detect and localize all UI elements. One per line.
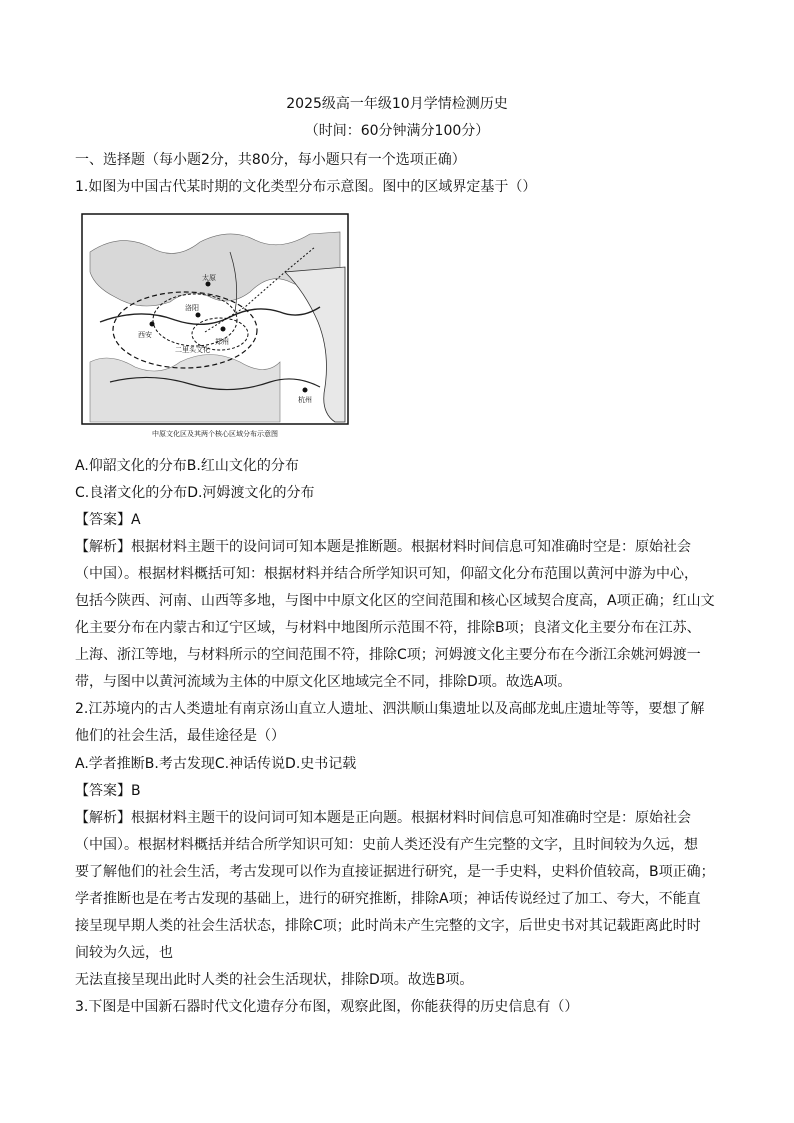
q1-analysis-line: （中国）。根据材料概括可知：根据材料并结合所学知识可知，仰韶文化分布范围以黄河中游为中心，: [75, 566, 698, 582]
q2-analysis-line: 【解析】根据材料主题干的设问词可知本题是正向题。根据材料时间信息可知准确时空是：原始社会: [75, 810, 691, 826]
q2-analysis-line: 间较为久远，也: [75, 945, 173, 961]
q2-stem-2: 他们的社会生活，最佳途径是（）: [75, 728, 285, 744]
map-label-hangzhou: 杭州: [298, 396, 312, 404]
q2-analysis-line: 接呈现早期人类的社会生活状态，排除C项；此时尚未产生完整的文字，后世史书对其记载距离此时时: [75, 918, 701, 934]
q1-stem: 1.如图为中国古代某时期的文化类型分布示意图。图中的区域界定基于（）: [75, 179, 537, 195]
q1-analysis-line: 【解析】根据材料主题干的设问词可知本题是推断题。根据材料时间信息可知准确时空是：原始社会: [75, 539, 691, 555]
map-label-erlitou: 二里头文化: [175, 346, 210, 354]
q2-analysis-line: （中国）。根据材料概括并结合所学知识可知：史前人类还没有产生完整的文字，且时间较为久远，想: [75, 837, 698, 853]
section-heading: 一、选择题（每小题2分，共80分，每小题只有一个选项正确）: [75, 152, 466, 168]
q3-stem: 3.下图是中国新石器时代文化遗存分布图，观察此图，你能获得的历史信息有（）: [75, 999, 579, 1015]
map-label-luoyang: 洛阳: [185, 304, 199, 312]
page-title: 2025级高一年级10月学情检测历史: [286, 96, 508, 112]
q1-options-2: C.良渚文化的分布D.河姆渡文化的分布: [75, 485, 315, 501]
city-dot: [150, 322, 155, 327]
culture-distribution-map: [80, 212, 350, 442]
q2-stem-1: 2.江苏境内的古人类遗址有南京汤山直立人遗址、泗洪顺山集遗址以及高邮龙虬庄遗址等等，要想了解: [75, 701, 705, 717]
q2-answer: 【答案】B: [75, 783, 141, 799]
q2-analysis-line: 学者推断也是在考古发现的基础上，进行的研究推断，排除A项；神话传说经过了加工、夸大，不能直: [75, 891, 701, 907]
q2-analysis-line: 要了解他们的社会生活，考古发现可以作为直接证据进行研究，是一手史料，史料价值较高，B项正确；: [75, 864, 715, 880]
q1-answer: 【答案】A: [75, 512, 141, 528]
city-dot: [303, 388, 308, 393]
map-label-zhengzhou: 郑州: [215, 338, 229, 346]
city-dot: [206, 282, 211, 287]
q1-options-1: A.仰韶文化的分布B.红山文化的分布: [75, 458, 299, 474]
map-caption: 中原文化区及其两个核心区域分布示意图: [152, 430, 278, 438]
page-subtitle: （时间：60分钟满分100分）: [304, 123, 490, 139]
q1-analysis-line: 包括今陕西、河南、山西等多地，与图中中原文化区的空间范围和核心区域契合度高，A项正确；红山文: [75, 593, 715, 609]
city-dot: [221, 327, 226, 332]
map-label-xian: 西安: [138, 331, 152, 339]
q1-analysis-line: 带，与图中以黄河流域为主体的中原文化区地域完全不同，排除D项。故选A项。: [75, 674, 572, 690]
city-dot: [196, 313, 201, 318]
q1-analysis-line: 化主要分布在内蒙古和辽宁区域，与材料中地图所示范围不符，排除B项；良渚文化主要分布在江苏、: [75, 620, 701, 636]
map-label-taiyuan: 太原: [202, 274, 216, 282]
map-svg: [80, 212, 350, 442]
q1-analysis-line: 上海、浙江等地，与材料所示的空间范围不符，排除C项；河姆渡文化主要分布在今浙江余姚河姆渡一: [75, 647, 701, 663]
q2-options: A.学者推断B.考古发现C.神话传说D.史书记载: [75, 756, 357, 772]
q2-analysis-line: 无法直接呈现出此时人类的社会生活现状，排除D项。故选B项。: [75, 972, 474, 988]
